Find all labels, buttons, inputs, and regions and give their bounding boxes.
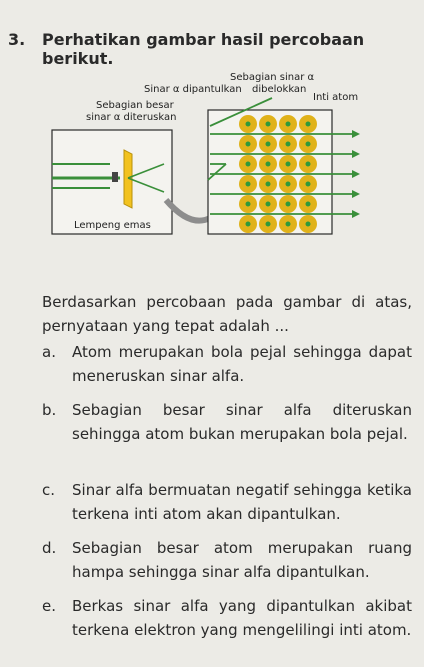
question-stem: Berdasarkan percobaan pada gambar di atas, pernyataan yang tepat adalah ... [42, 293, 412, 335]
figure-svg [40, 68, 370, 248]
question-number: 3. [8, 30, 26, 49]
label-passed-1: Sebagian besar [96, 100, 174, 111]
label-deflected: Sebagian sinar α [230, 72, 315, 83]
option-letter: d. [42, 539, 57, 557]
option-letter: c. [42, 481, 56, 499]
rutherford-experiment-figure [40, 68, 370, 248]
question-title: Perhatikan gambar hasil percobaan berikut. [42, 30, 365, 68]
option-b[interactable] [42, 398, 412, 446]
label-passed-2: sinar α diteruskan [86, 112, 177, 123]
option-c[interactable] [42, 478, 412, 526]
option-text: Sinar alfa bermuatan negatif sehingga ketika terkena inti atom akan dipantulkan. [72, 481, 412, 523]
option-text: Berkas sinar alfa yang dipantulkan akibat terkena elektron yang mengelilingi inti atom. [72, 597, 412, 639]
option-e[interactable] [42, 594, 412, 642]
label-reflected: Sinar α dipantulkan [144, 84, 242, 95]
option-text: Sebagian besar atom merupakan ruang hampa sehingga sinar alfa dipantulkan. [72, 539, 412, 581]
option-letter: e. [42, 597, 56, 615]
option-a[interactable] [42, 340, 412, 388]
option-letter: a. [42, 343, 56, 361]
option-d[interactable] [42, 536, 412, 584]
label-deflected-2: dibelokkan [252, 84, 307, 95]
zoom-arrow [166, 200, 210, 221]
option-letter: b. [42, 401, 57, 419]
source [112, 172, 118, 182]
option-text: Atom merupakan bola pejal sehingga dapat meneruskan sinar alfa. [72, 343, 412, 385]
option-text: Sebagian besar sinar alfa diteruskan sehingga atom bukan merupakan bola pejal. [72, 401, 412, 443]
label-gold-foil: Lempeng emas [74, 220, 151, 231]
label-nucleus: Inti atom [313, 92, 359, 103]
ray-arrowheads [352, 130, 360, 218]
